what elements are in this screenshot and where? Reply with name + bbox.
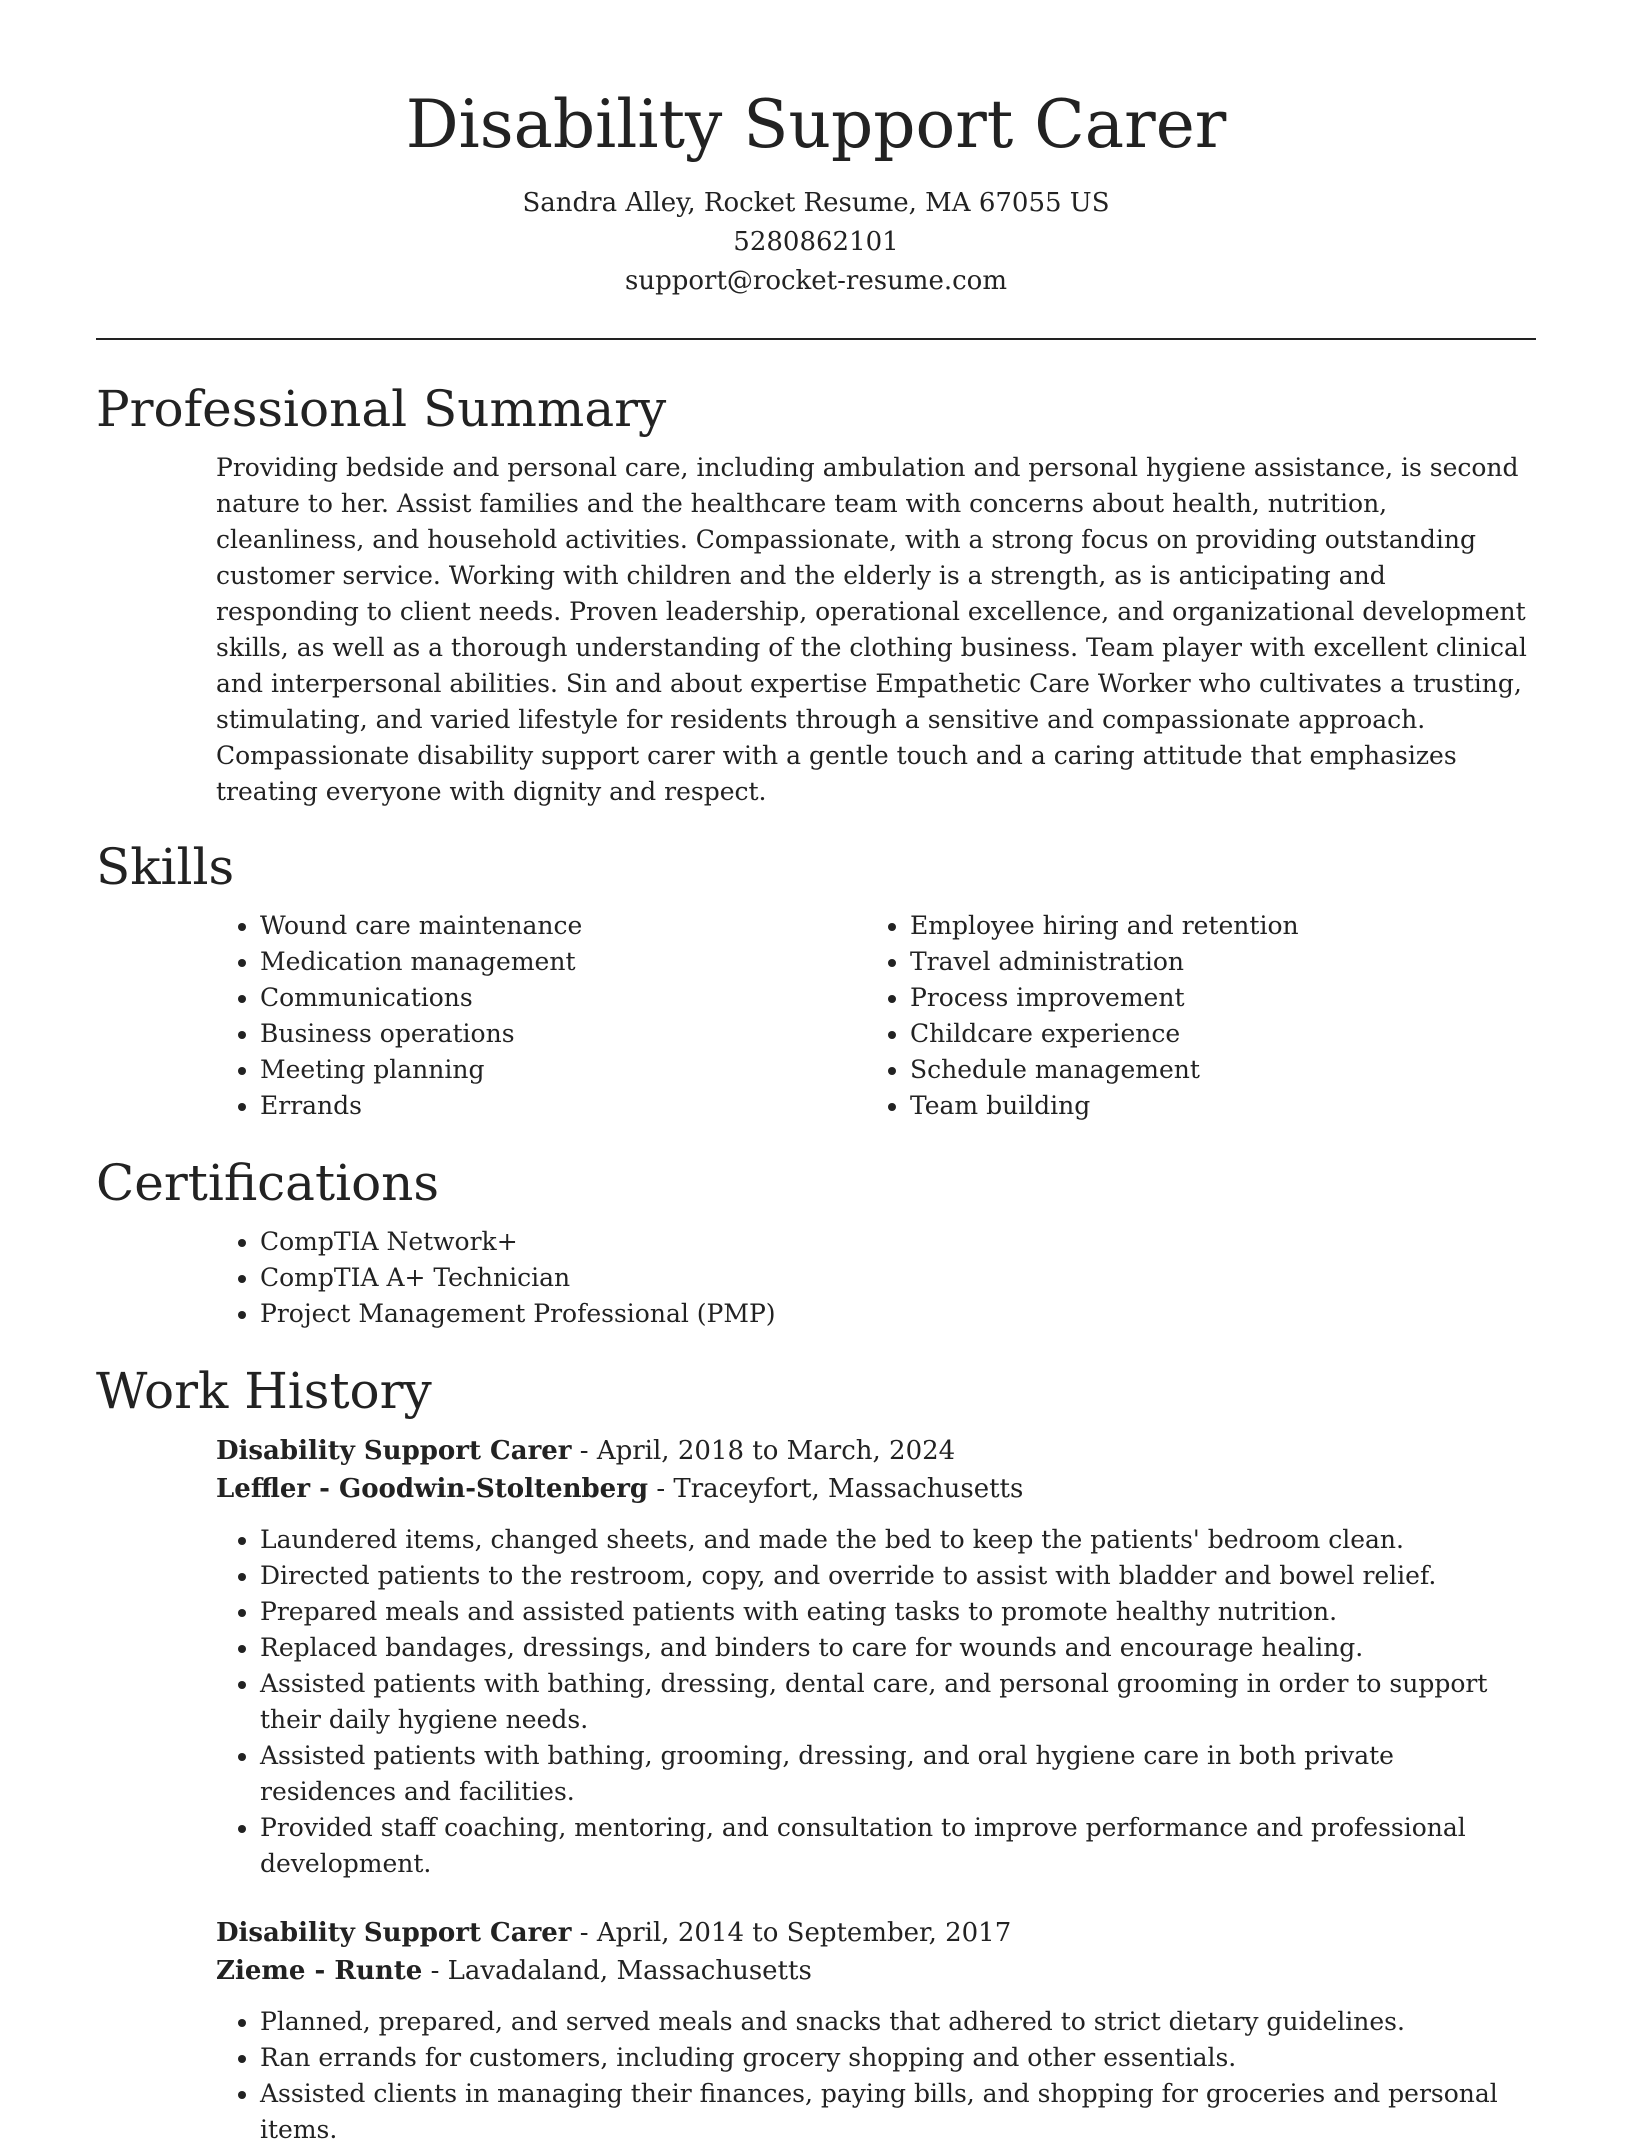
skill-item: • Medication management — [260, 944, 866, 980]
contact-address: Sandra Alley, Rocket Resume, MA 67055 US — [522, 188, 1110, 218]
certification-item: • CompTIA A+ Technician — [260, 1260, 1536, 1296]
job-dates: - April, 2014 to September, 2017 — [571, 1918, 1012, 1948]
job-bullet: • Assisted patients with bathing, dressing, dental care, and personal grooming in order to support their daily hygiene needs. — [260, 1666, 1536, 1738]
job-location: - Traceyfort, Massachusetts — [648, 1474, 1024, 1504]
job-company-line — [216, 1952, 1536, 1990]
skill-item: • Employee hiring and retention — [910, 908, 1516, 944]
skills-list-left — [216, 908, 866, 1124]
skill-item: • Meeting planning — [260, 1052, 866, 1088]
section-title-summary: Professional Summary — [96, 380, 667, 438]
job-dates: - April, 2018 to March, 2024 — [571, 1436, 956, 1466]
skill-item: • Travel administration — [910, 944, 1516, 980]
skill-item: • Errands — [260, 1088, 866, 1124]
job-bullet: • Replaced bandages, dressings, and binders to care for wounds and encourage healing. — [260, 1630, 1536, 1666]
job-bullet: • Provided staff coaching, mentoring, and consultation to improve performance and professional development. — [260, 1810, 1536, 1882]
job-title-line — [216, 1432, 1536, 1470]
job-bullet: • Directed patients to the restroom, copy, and override to assist with bladder and bowel relief. — [260, 1558, 1536, 1594]
contact-email: support@rocket-resume.com — [624, 266, 1007, 296]
job-bullet: • Laundered items, changed sheets, and made the bed to keep the patients' bedroom clean. — [260, 1522, 1536, 1558]
contact-phone: 5280862101 — [733, 227, 899, 257]
resume-name: Disability Support Carer — [405, 86, 1227, 163]
job-bullets — [216, 2004, 1536, 2148]
certification-item: • CompTIA Network+ — [260, 1224, 1536, 1260]
resume-header — [96, 0, 1536, 301]
skill-item: • Business operations — [260, 1016, 866, 1052]
job-company-line — [216, 1470, 1536, 1508]
job-entry — [216, 1432, 1536, 1882]
job-bullet: • Assisted patients with bathing, grooming, dressing, and oral hygiene care in both private residences and facilities. — [260, 1738, 1536, 1810]
job-entry — [216, 1914, 1536, 2148]
job-location: - Lavadaland, Massachusetts — [422, 1956, 812, 1986]
summary-text: Providing bedside and personal care, including ambulation and personal hygiene assistance, is second nature to her. Assist families and the healthcare team with concerns about health, nutrition, cleanliness, and household activities. Compassionate, with a strong focus on providing outstanding customer service. Working with children and the elderly is a strength, as is anticipating and responding to client needs. Proven leadership, operational excellence, and organizational development skills, as well as a thorough understanding of the clothing business. Team player with excellent clinical and interpersonal abilities. Sin and about expertise Empathetic Care Worker who cultivates a trusting, stimulating, and varied lifestyle for residents through a sensitive and compassionate approach. Compassionate disability support carer with a gentle touch and a caring attitude that emphasizes treating everyone with dignity and respect. — [216, 453, 1527, 806]
skill-item: • Schedule management — [910, 1052, 1516, 1088]
skill-item: • Process improvement — [910, 980, 1516, 1016]
section-title-skills: Skills — [96, 838, 235, 896]
job-title: Disability Support Carer — [216, 1436, 572, 1466]
skill-item: • Childcare experience — [910, 1016, 1516, 1052]
job-company: Leffler - Goodwin-Stoltenberg — [216, 1474, 649, 1504]
job-title-line — [216, 1914, 1536, 1952]
skill-item: • Team building — [910, 1088, 1516, 1124]
certifications-block — [216, 1224, 1536, 1332]
job-title: Disability Support Carer — [216, 1918, 572, 1948]
certification-item: • Project Management Professional (PMP) — [260, 1296, 1536, 1332]
job-bullet: • Ran errands for customers, including grocery shopping and other essentials. — [260, 2040, 1536, 2076]
skills-grid — [216, 908, 1536, 1124]
job-bullet: • Prepared meals and assisted patients with eating tasks to promote healthy nutrition. — [260, 1594, 1536, 1630]
skill-item: • Wound care maintenance — [260, 908, 866, 944]
certifications-list — [216, 1224, 1536, 1332]
job-bullets — [216, 1522, 1536, 1882]
resume-page — [96, 0, 1536, 2148]
job-bullet: • Assisted clients in managing their finances, paying bills, and shopping for groceries and personal items. — [260, 2076, 1536, 2148]
summary-block — [216, 450, 1536, 810]
job-bullet: • Planned, prepared, and served meals and snacks that adhered to strict dietary guidelines. — [260, 2004, 1536, 2040]
skill-item: • Communications — [260, 980, 866, 1016]
skills-list-right — [866, 908, 1516, 1124]
section-title-certifications: Certifications — [96, 1154, 440, 1212]
job-company: Zieme - Runte — [216, 1956, 423, 1986]
section-title-work-history: Work History — [96, 1362, 432, 1420]
